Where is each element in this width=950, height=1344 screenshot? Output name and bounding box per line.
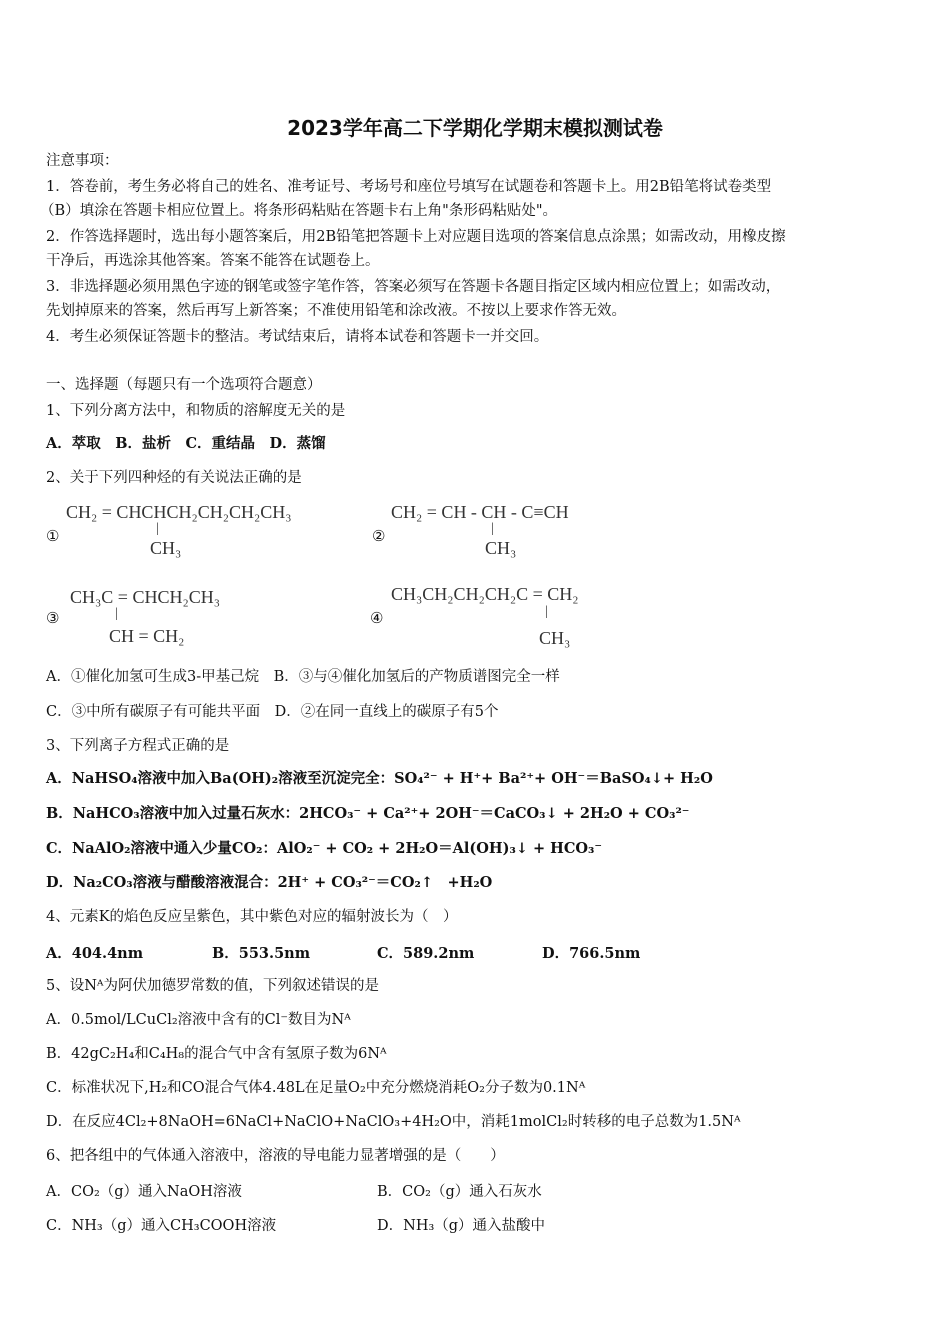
q5-stem: 5、设Nᴬ为阿伏加德罗常数的值，下列叙述错误的是: [46, 978, 380, 994]
q6-option-a: A．CO₂（g）通入NaOH溶液: [46, 1184, 242, 1200]
q3-option-c: C．NaAlO₂溶液中通入少量CO₂：AlO₂⁻ + CO₂ + 2H₂O＝Al(OH)₃↓ + HCO₃⁻: [46, 840, 603, 857]
q6-stem: 6、把各组中的气体通入溶液中，溶液的导电能力显著增强的是（ ）: [46, 1148, 505, 1164]
q3-option-b: B．NaHCO₃溶液中加入过量石灰水：2HCO₃⁻ + Ca²⁺+ 2OH⁻＝CaCO₃↓ + 2H₂O + CO₃²⁻: [46, 805, 690, 822]
notice-line: （B）填涂在答题卡相应位置上。将条形码粘贴在答题卡右上角"条形码粘贴处"。: [40, 203, 557, 219]
structure-number: ③: [46, 609, 60, 627]
bond-line: |: [115, 606, 118, 621]
q1-stem: 1、下列分离方法中，和物质的溶解度无关的是: [46, 403, 346, 419]
structure-3-main: CH₃C = CHCH₂CH₃: [70, 587, 221, 607]
notice-line: 3．非选择题必须用黑色字迹的钢笔或签字笔作答，答案必须写在答题卡各题目指定区域内相应位置上；如需改动，: [46, 279, 781, 295]
q4-option-c: C．589.2nm: [377, 945, 475, 962]
q1-options: A．萃取 B．盐析 C．重结晶 D．蒸馏: [46, 435, 326, 452]
notice-line: 先划掉原来的答案，然后再写上新答案；不准使用铅笔和涂改液。不按以上要求作答无效。: [46, 303, 626, 319]
structure-4-branch: CH₃: [539, 628, 571, 648]
bond-line: |: [156, 521, 159, 536]
q4-option-a: A．404.4nm: [46, 945, 144, 962]
structure-2-main: CH₂ = CH - CH - C≡CH: [391, 502, 569, 522]
structure-1-branch: CH₃: [150, 538, 182, 558]
structure-1-main: CH₂ = CHCHCH₂CH₂CH₂CH₃: [66, 502, 292, 522]
bond-line: |: [491, 521, 494, 536]
q4-option-b: B．553.5nm: [212, 945, 311, 962]
q3-option-a: A．NaHSO₄溶液中加入Ba(OH)₂溶液至沉淀完全：SO₄²⁻ + H⁺+ Ba²⁺+ OH⁻＝BaSO₄↓+ H₂O: [46, 770, 713, 787]
page-title: 2023学年高二下学期化学期末模拟测试卷: [287, 116, 663, 140]
bond-line: |: [545, 604, 548, 619]
q4-option-d: D．766.5nm: [542, 945, 641, 962]
structure-number: ①: [46, 527, 60, 545]
notice-line: 4．考生必须保证答题卡的整洁。考试结束后，请将本试卷和答题卡一并交回。: [46, 329, 549, 345]
structure-4-main: CH₃CH₂CH₂CH₂C = CH₂: [391, 584, 579, 604]
q6-option-c: C．NH₃（g）通入CH₃COOH溶液: [46, 1218, 277, 1234]
structure-number: ②: [372, 527, 386, 545]
structure-2-branch: CH₃: [485, 538, 517, 558]
q3-stem: 3、下列离子方程式正确的是: [46, 738, 230, 754]
q3-option-d: D．Na₂CO₃溶液与醋酸溶液混合：2H⁺ + CO₃²⁻＝CO₂↑ +H₂O: [46, 874, 493, 891]
q4-stem: 4、元素K的焰色反应呈紫色，其中紫色对应的辐射波长为（ ）: [46, 909, 458, 925]
q6-option-b: B．CO₂（g）通入石灰水: [377, 1184, 542, 1200]
q2-options-ab: A．①催化加氢可生成3-甲基己烷 B．③与④催化加氢后的产物质谱图完全一样: [46, 669, 560, 685]
notice-line: 1．答卷前，考生务必将自己的姓名、准考证号、考场号和座位号填写在试题卷和答题卡上。用2B铅笔将试卷类型: [46, 179, 772, 195]
notice-line: 干净后，再选涂其他答案。答案不能答在试题卷上。: [46, 253, 380, 269]
q5-option-d: D．在反应4Cl₂+8NaOH=6NaCl+NaClO+NaClO₃+4H₂O中，消耗1molCl₂时转移的电子总数为1.5Nᴬ: [46, 1114, 741, 1130]
q2-options-cd: C．③中所有碳原子有可能共平面 D．②在同一直线上的碳原子有5个: [46, 704, 499, 720]
q6-option-d: D．NH₃（g）通入盐酸中: [377, 1218, 546, 1234]
structure-number: ④: [370, 609, 384, 627]
notice-line: 2．作答选择题时，选出每小题答案后，用2B铅笔把答题卡上对应题目选项的答案信息点涂黑；如需改动，用橡皮擦: [46, 229, 786, 245]
notice-heading: 注意事项：: [46, 153, 119, 169]
q5-option-a: A．0.5mol/LCuCl₂溶液中含有的Cl⁻数目为Nᴬ: [46, 1012, 351, 1028]
q2-stem: 2、关于下列四种烃的有关说法正确的是: [46, 470, 302, 486]
structure-3-branch: CH = CH₂: [109, 626, 185, 646]
q5-option-c: C．标准状况下,H₂和CO混合气体4.48L在足量O₂中充分燃烧消耗O₂分子数为0.1Nᴬ: [46, 1080, 586, 1096]
q5-option-b: B．42gC₂H₄和C₄H₈的混合气中含有氢原子数为6Nᴬ: [46, 1046, 387, 1062]
section-heading: 一、选择题（每题只有一个选项符合题意）: [46, 377, 322, 393]
